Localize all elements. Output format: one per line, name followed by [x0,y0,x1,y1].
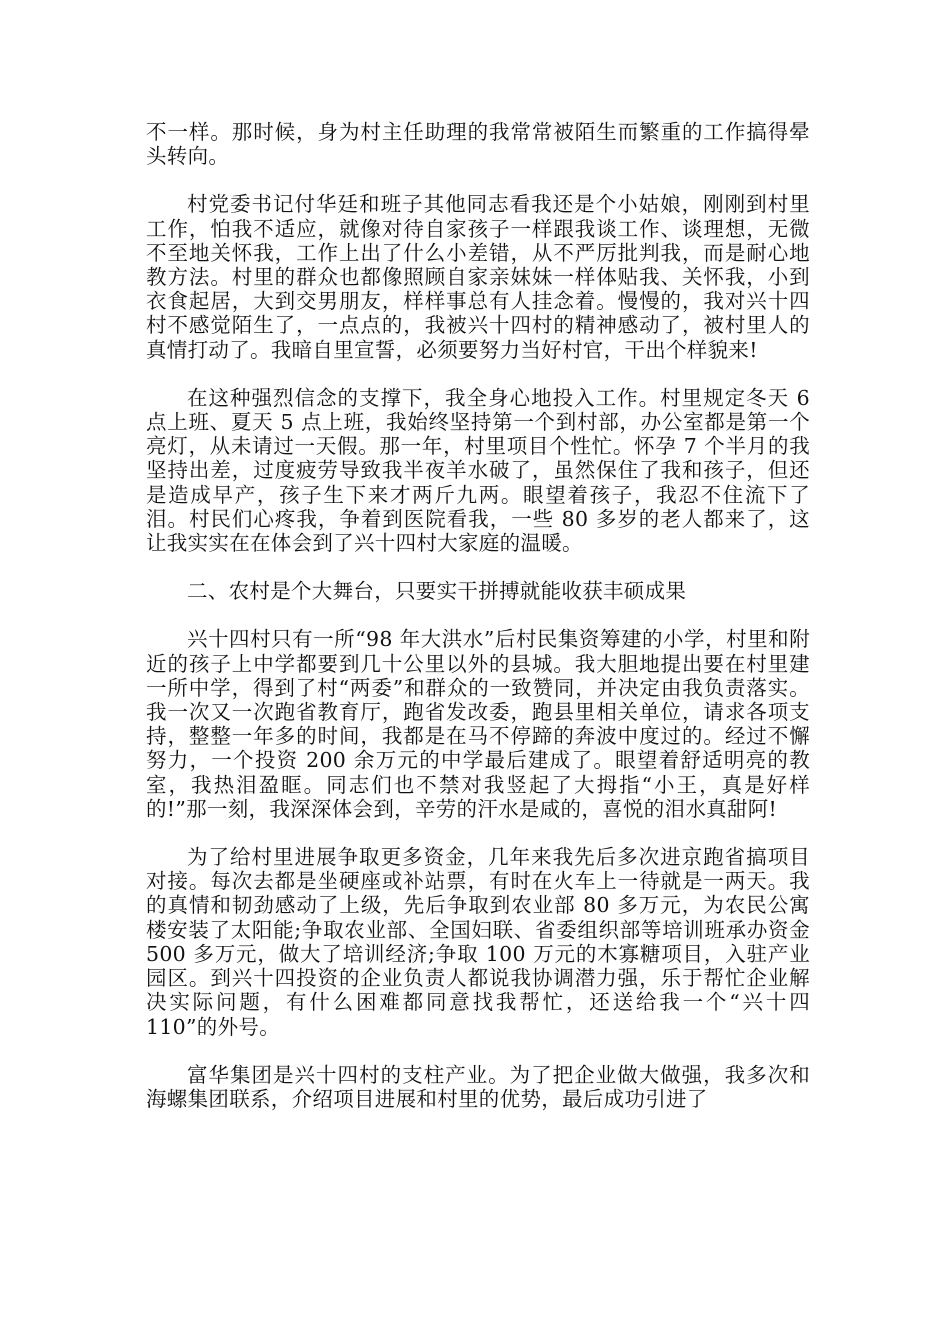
paragraph-village-care: 村党委书记付华廷和班子其他同志看我还是个小姑娘，刚刚到村里工作，怕我不适应，就像对待自家孩子一样跟我谈工作、谈理想，无微不至地关怀我，工作上出了什么小差错，从不严厉批判我，而是耐心地教方法。村里的群众也都像照顾自家亲妹妹一样体贴我、关怀我，小到衣食起居，大到交男朋友，样样事总有人挂念着。慢慢的，我对兴十四村不感觉陌生了，一点点的，我被兴十四村的精神感动了，被村里人的真情打动了。我暗自里宣誓，必须要努力当好村官，干出个样貌来! [146,192,810,362]
paragraph-continued-opening: 不一样。那时候，身为村主任助理的我常常被陌生而繁重的工作搞得晕头转向。 [146,120,810,169]
paragraph-fuhua-group: 富华集团是兴十四村的支柱产业。为了把企业做大做强，我多次和海螺集团联系，介绍项目进展和村里的优势，最后成功引进了 [146,1062,810,1111]
section-heading: 二、农村是个大舞台，只要实干拼搏就能收获丰硕成果 [187,579,687,604]
paragraph-school-building: 兴十四村只有一所“98 年大洪水”后村民集资筹建的小学，村里和附近的孩子上中学都要到几十公里以外的县城。我大胆地提出要在村里建一所中学，得到了村“两委”和群众的一致赞同，并决定由我负责落实。我一次又一次跑省教育厅，跑省发改委，跑县里相关单位，请求各项支持，整整一年多的时间，我都是在马不停蹄的奔波中度过的。经过不懈努力，一个投资 200 余万元的中学最后建成了。眼望着舒适明亮的教室，我热泪盈眶。同志们也不禁对我竖起了大拇指“小王，真是好样的!”那一刻，我深深体会到，辛劳的汗水是咸的，喜悦的泪水真甜阿! [146,627,810,821]
paragraph-dedication: 在这种强烈信念的支撑下，我全身心地投入工作。村里规定冬天 6 点上班、夏天 5 点上班，我始终坚持第一个到村部，办公室都是第一个亮灯，从未请过一天假。那一年，村里项目个性忙。怀孕 7 个半月的我坚持出差，过度疲劳导致我半夜羊水破了，虽然保住了我和孩子，但还是造成早产，孩子生下来才两斤九两。眼望着孩子，我忍不住流下了泪。村民们心疼我，争着到医院看我，一些 80 多岁的老人都来了，这让我实实在在体会到了兴十四村大家庭的温暖。 [146,385,810,556]
document-body [146,120,810,1135]
paragraph-funding: 为了给村里进展争取更多资金，几年来我先后多次进京跑省搞项目对接。每次去都是坐硬座或补站票，有时在火车上一待就是一两天。我的真情和韧劲感动了上级，先后争取到农业部 80 多万元，为农民公寓楼安装了太阳能;争取农业部、全国妇联、省委组织部等培训班承办资金 500 多万元，做大了培训经济;争取 100 万元的木寡糖项目，入驻产业园区。到兴十四投资的企业负责人都说我协调潜力强，乐于帮忙企业解决实际问题，有什么困难都同意找我帮忙，还送给我一个“兴十四 110”的外号。 [146,845,810,1039]
